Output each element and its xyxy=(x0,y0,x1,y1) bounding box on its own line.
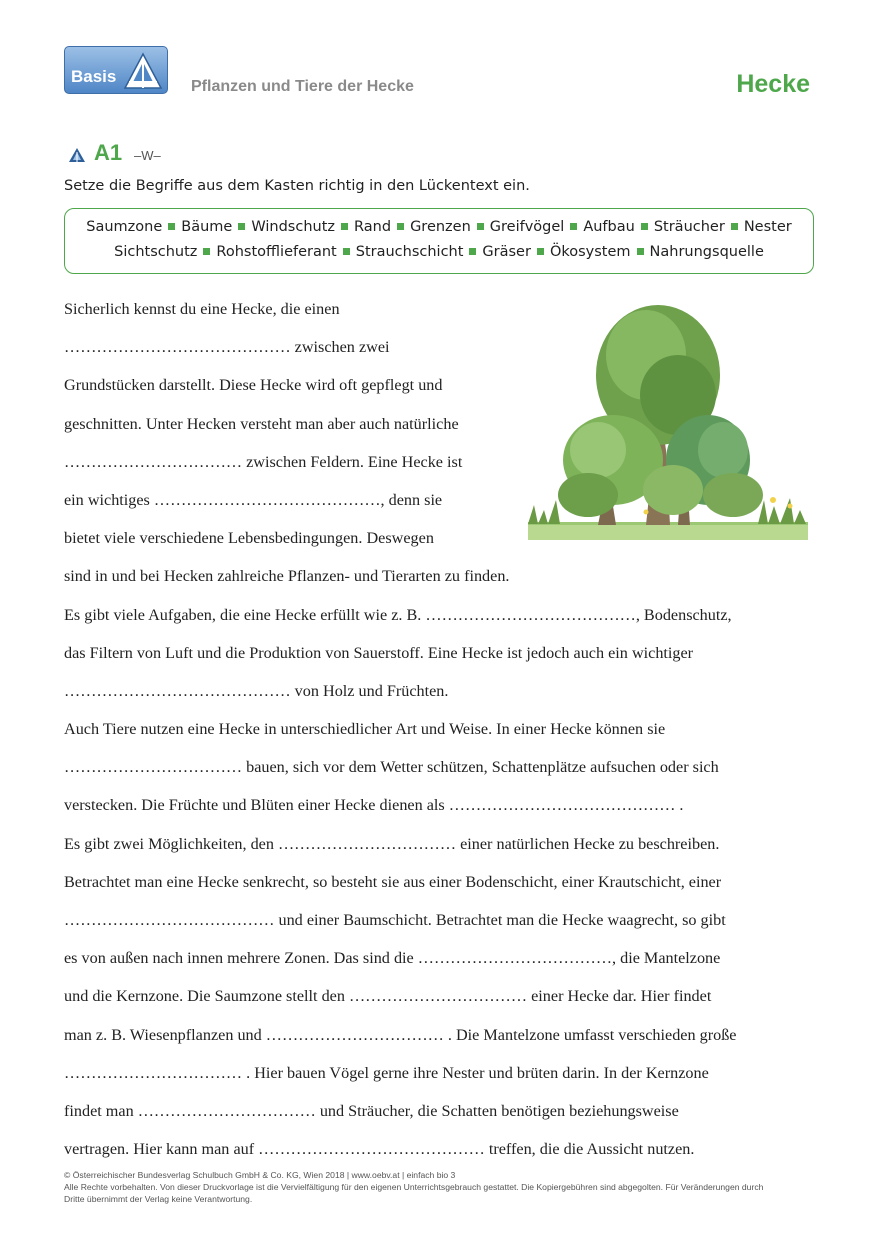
word-box-line-2 xyxy=(75,240,803,265)
text-line: …………………………… zwischen Feldern. Eine Hecke ist xyxy=(64,452,463,471)
word-box-term: Nahrungsquelle xyxy=(649,244,764,260)
text-line: bietet viele verschiedene Lebensbedingungen. Deswegen xyxy=(64,529,434,548)
word-box-term: Rohstofflieferant xyxy=(216,244,337,260)
word-box-term: Nester xyxy=(743,219,792,235)
green-square-separator-icon xyxy=(168,223,175,230)
text-line: geschnitten. Unter Hecken versteht man aber auch natürliche xyxy=(64,414,459,433)
text-line: …………………………………… von Holz und Früchten. xyxy=(64,681,449,700)
word-box-term: Rand xyxy=(354,219,392,235)
footer-line-1: © Österreichischer Bundesverlag Schulbuch GmbH & Co. KG, Wien 2018 | www.oebv.at | einfach bio 3 xyxy=(64,1170,456,1180)
word-box-term: Gräser xyxy=(482,244,531,260)
text-line: ein wichtiges ……………………………………, denn sie xyxy=(64,490,443,509)
text-line: das Filtern von Luft und die Produktion von Sauerstoff. Eine Hecke ist jedoch auch ein wichtiger xyxy=(64,643,694,662)
green-square-separator-icon xyxy=(203,248,210,255)
green-square-separator-icon xyxy=(731,223,738,230)
green-square-separator-icon xyxy=(238,223,245,230)
text-line: Es gibt viele Aufgaben, die eine Hecke erfüllt wie z. B. …………………………………, Bodenschutz, xyxy=(64,605,732,624)
green-square-separator-icon xyxy=(477,223,484,230)
text-line: vertragen. Hier kann man auf …………………………………… treffen, die die Aussicht nutzen. xyxy=(64,1140,695,1159)
text-line: Grundstücken darstellt. Diese Hecke wird oft gepflegt und xyxy=(64,376,443,395)
word-box-term: Bäume xyxy=(181,219,233,235)
footer-line-2: Alle Rechte vorbehalten. Von dieser Druckvorlage ist die Vervielfältigung für den eigenen Unterrichtsgebrauch gestattet. Die Kopiergebühren sind abgegolten. Für Veränderungen durch xyxy=(64,1182,764,1192)
word-box-term: Ökosystem xyxy=(549,244,631,260)
green-square-separator-icon xyxy=(397,223,404,230)
green-square-separator-icon xyxy=(637,248,644,255)
word-box-line-1 xyxy=(75,215,803,240)
text-line: Auch Tiere nutzen eine Hecke in unterschiedlicher Art und Weise. In einer Hecke können sie xyxy=(64,720,666,739)
topic-title: Hecke xyxy=(736,70,810,98)
text-line: ………………………………… und einer Baumschicht. Betrachtet man die Hecke waagrecht, so gibt xyxy=(64,911,726,929)
text-line: verstecken. Die Früchte und Blüten einer Hecke dienen als …………………………………… . xyxy=(64,796,684,815)
text-line: Sicherlich kennst du eine Hecke, die einen xyxy=(64,300,340,318)
word-box-term: Windschutz xyxy=(251,219,336,235)
mountain-triangle-icon xyxy=(123,52,163,90)
text-line: Es gibt zwei Möglichkeiten, den …………………………… einer natürlichen Hecke zu beschreiben. xyxy=(64,834,720,853)
word-box-term: Saumzone xyxy=(86,219,163,235)
word-box-term: Strauchschicht xyxy=(355,244,464,260)
text-line: und die Kernzone. Die Saumzone stellt den …………………………… einer Hecke dar. Hier findet xyxy=(64,987,712,1006)
difficulty-triangle-icon xyxy=(68,147,86,163)
text-line: …………………………… bauen, sich vor dem Wetter schützen, Schattenplätze aufsuchen oder sich xyxy=(64,758,719,777)
footer-line-3: Dritte übernimmt der Verlag keine Verantwortung. xyxy=(64,1194,253,1204)
text-line: findet man …………………………… und Sträucher, die Schatten benötigen beziehungsweise xyxy=(64,1101,679,1120)
green-square-separator-icon xyxy=(343,248,350,255)
text-line: man z. B. Wiesenpflanzen und …………………………… . Die Mantelzone umfasst verschieden große xyxy=(64,1025,737,1044)
word-box-term: Grenzen xyxy=(410,219,471,235)
green-square-separator-icon xyxy=(641,223,648,230)
task-number: A1 xyxy=(94,140,123,165)
text-line: Betrachtet man eine Hecke senkrecht, so besteht sie aus einer Bodenschicht, einer Krautschicht, einer xyxy=(64,872,722,891)
page-header xyxy=(64,46,814,96)
logo-label: Basis xyxy=(71,67,117,86)
word-box-term: Sträucher xyxy=(653,219,725,235)
green-square-separator-icon xyxy=(537,248,544,255)
text-line: …………………………………… zwischen zwei xyxy=(64,338,390,357)
text-line: sind in und bei Hecken zahlreiche Pflanzen- und Tierarten zu finden. xyxy=(64,567,510,586)
green-square-separator-icon xyxy=(570,223,577,230)
word-box-term: Greifvögel xyxy=(489,219,565,235)
task-type: –W– xyxy=(134,148,161,163)
subject-title: Pflanzen und Tiere der Hecke xyxy=(191,78,414,95)
word-box-term: Aufbau xyxy=(583,219,635,235)
word-box-term: Sichtschutz xyxy=(114,244,198,260)
basis-logo xyxy=(64,46,168,94)
cloze-text xyxy=(64,296,824,1174)
task-instruction: Setze die Begriffe aus dem Kasten richtig in den Lückentext ein. xyxy=(64,178,530,194)
copyright-footer xyxy=(64,1169,824,1205)
green-square-separator-icon xyxy=(469,248,476,255)
text-line: es von außen nach innen mehrere Zonen. Das sind die ………………………………, die Mantelzone xyxy=(64,949,721,968)
green-square-separator-icon xyxy=(341,223,348,230)
text-line: …………………………… . Hier bauen Vögel gerne ihre Nester und brüten darin. In der Kernzone xyxy=(64,1063,709,1082)
word-box xyxy=(64,208,814,274)
